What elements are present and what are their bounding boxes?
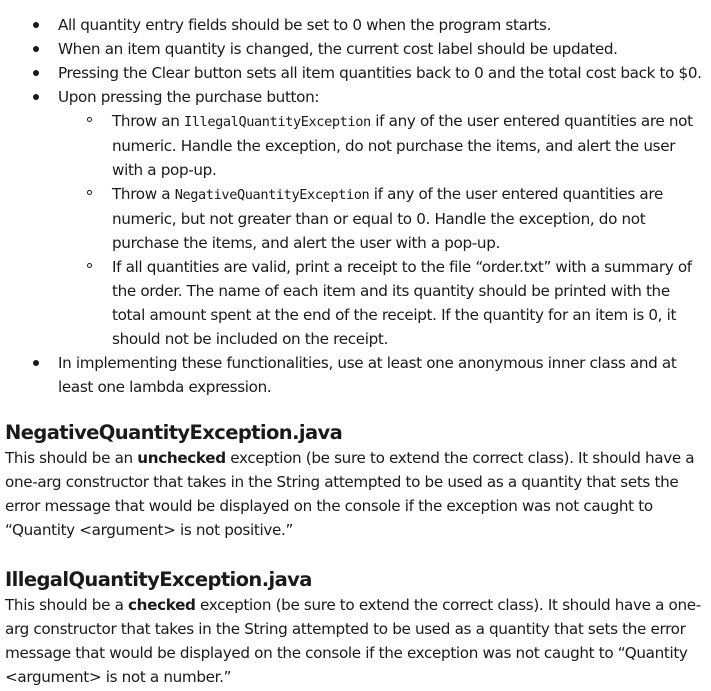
bullet-dot-icon [33,70,39,76]
emphasis-text: unchecked [137,449,226,467]
purchase-sublist [58,109,703,351]
list-item-text: In implementing these functionalities, use at least one anonymous inner class and at least one lambda expression. [58,354,677,396]
bullet-dot-icon [33,22,39,28]
bullet-dot-icon [33,46,39,52]
list-item-text: Upon pressing the purchase button: [58,88,320,106]
list-item-text: Pressing the Clear button sets all item quantities back to 0 and the total cost back to $0. [58,64,702,82]
list-item [0,351,711,399]
list-item-text: All quantity entry fields should be set to 0 when the program starts. [58,16,552,34]
emphasis-text: checked [128,596,196,614]
illegal-exception-section [5,567,705,689]
negative-exception-section [5,420,705,542]
section-heading: NegativeQuantityException.java [5,421,343,444]
section-heading: IllegalQuantityException.java [5,568,312,591]
list-item-text: When an item quantity is changed, the current cost label should be updated. [58,40,618,58]
class-name-code: NegativeQuantityException [174,187,370,203]
list-item [0,13,711,37]
section-body: This should be a checked exception (be sure to extend the correct class). It should have a one-arg constructor that takes in the String attempted to be used as a quantity that sets the error message that would be displayed on the console if the exception was not caught to “Quantity <argument> is not a number.” [5,596,701,686]
list-item [0,85,711,351]
section-body: This should be an unchecked exception (be sure to extend the correct class). It should have a one-arg constructor that takes in the String attempted to be used as a quantity that sets the error message that would be displayed on the console if the exception was not caught to “Quantity <argument> is not positive.” [5,449,695,539]
bullet-dot-icon [33,360,39,366]
sub-list-item: If all quantities are valid, print a receipt to the file “order.txt” with a summary of the order. The name of each item and its quantity should be printed with the total amount spent at the end of the receipt. If the quantity for an item is 0, it should not be included on the receipt. [58,255,703,351]
sub-list-item: Throw an IllegalQuantityException if any of the user entered quantities are not numeric. Handle the exception, do not purchase the items, and alert the user with a pop-up. [58,109,703,182]
class-name-code: IllegalQuantityException [183,114,371,130]
bullet-dot-icon [33,94,39,100]
hollow-bullet-icon [87,263,92,268]
hollow-bullet-icon [87,117,92,122]
list-item [0,61,711,85]
list-item [0,37,711,61]
requirements-list [0,13,711,399]
sub-list-item: Throw a NegativeQuantityException if any of the user entered quantities are numeric, but not greater than or equal to 0. Handle the exception, do not purchase the items, and alert the user with a pop-up. [58,182,703,255]
hollow-bullet-icon [87,190,92,195]
